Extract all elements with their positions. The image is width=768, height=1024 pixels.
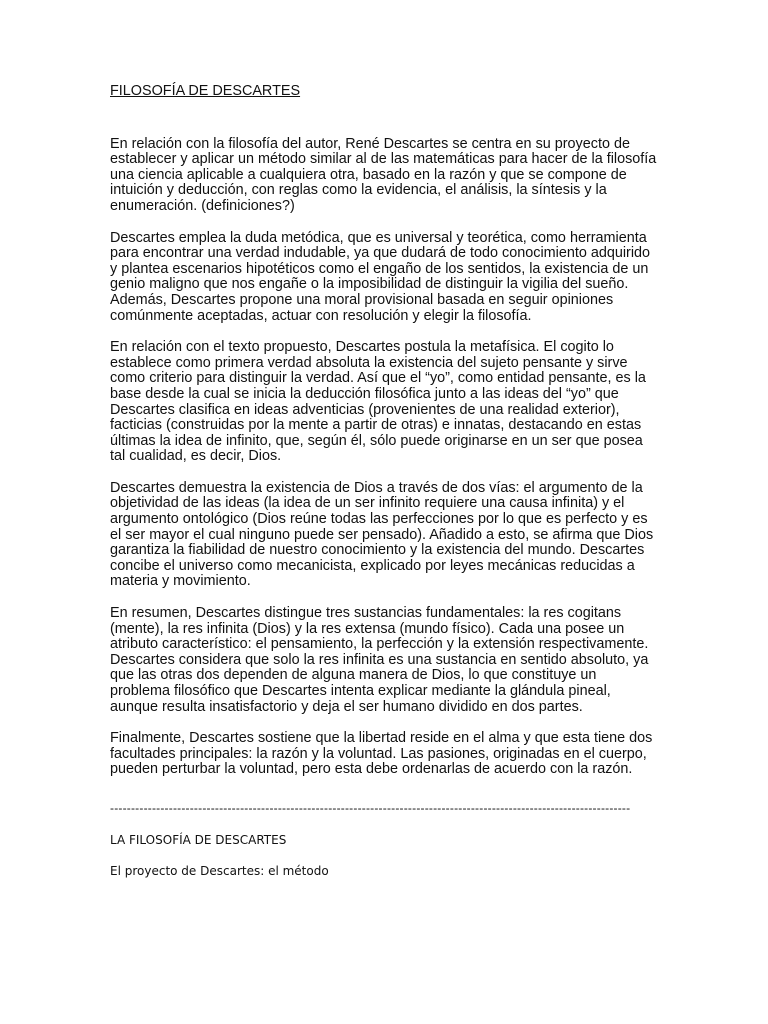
paragraph-method: En relación con la filosofía del autor, René Descartes se centra en su proyecto de establecer y aplicar un método similar al de las matemáticas para hacer de la filosofía una ciencia aplicable a cualquiera otra, basado en la razón y que se compone de intuición y deducción, con reglas como la evidencia, el análisis, la síntesis y la enumeración. (definiciones?)	[110, 135, 657, 214]
document-body	[110, 84, 658, 794]
document-title: FILOSOFÍA DE DESCARTES	[110, 83, 301, 99]
paragraph-methodic-doubt: Descartes emplea la duda metódica, que es universal y teorética, como herramienta para encontrar una verdad indudable, ya que dudará de todo conocimiento adquirido y plantea escenarios hipotéticos como el engaño de los sentidos, la existencia de un genio maligno que nos engañe o la imposibilidad de distinguir la vigilia del sueño. Además, Descartes propone una moral provisional basada en seguir opiniones comúnmente aceptadas, actuar con resolución y elegir la filosofía.	[110, 229, 651, 324]
section-subtitle: El proyecto de Descartes: el método	[110, 864, 329, 878]
section-title: LA FILOSOFÍA DE DESCARTES	[110, 833, 287, 847]
paragraph-cogito: En relación con el texto propuesto, Descartes postula la metafísica. El cogito lo establece como primera verdad absoluta la existencia del sujeto pensante y sirve como criterio para distinguir la verdad. Así que el “yo”, como entidad pensante, es la base desde la cual se inicia la deducción filosófica junto a las ideas del “yo” que Descartes clasifica en ideas adventicias (provenientes de una realidad exterior), facticias (construidas por la mente a partir de otras) e innatas, destacando en estas últimas la idea de infinito, que, según él, sólo puede originarse en un ser que posea tal cualidad, es decir, Dios.	[110, 339, 646, 465]
paragraph-substances: En resumen, Descartes distingue tres sustancias fundamentales: la res cogitans (mente), la res infinita (Dios) y la res extensa (mundo físico). Cada una posee un atributo característico: el pensamiento, la perfección y la extensión respectivamente. Descartes considera que solo la res infinita es una sustancia en sentido absoluto, ya que las otras dos dependen de alguna manera de Dios, lo que constituye un problema filosófico que Descartes intenta explicar mediante la glándula pineal, aunque resulta insatisfactorio y deja el ser humano dividido en dos partes.	[110, 605, 649, 715]
section-divider: ----------------------------------------------------------------------------------------------------------------------------	[110, 801, 631, 815]
paragraph-god-existence: Descartes demuestra la existencia de Dios a través de dos vías: el argumento de la objetividad de las ideas (la idea de un ser infinito requiere una causa infinita) y el argumento ontológico (Dios reúne todas las perfecciones por lo que es perfecto y es el ser mayor el cual ninguno puede ser pensado). Añadido a esto, se afirma que Dios garantiza la fiabilidad de nuestro conocimiento y la existencia del mundo. Descartes concibe el universo como mecanicista, explicado por leyes mecánicas reducidas a materia y movimiento.	[110, 479, 654, 590]
paragraph-freedom: Finalmente, Descartes sostiene que la libertad reside en el alma y que esta tiene dos facultades principales: la razón y la voluntad. Las pasiones, originadas en el cuerpo, pueden perturbar la voluntad, pero esta debe ordenarlas de acuerdo con la razón.	[110, 730, 653, 778]
